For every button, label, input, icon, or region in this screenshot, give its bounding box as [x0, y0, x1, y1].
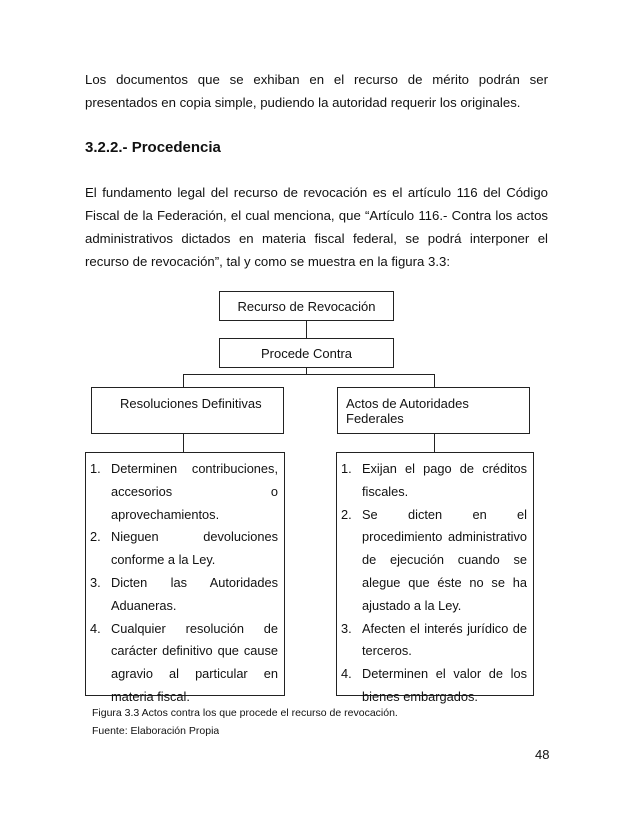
list-item-text: Afecten el interés jurídico de terceros. — [362, 620, 527, 659]
right-items-box — [336, 452, 534, 704]
list-item-number: 4. — [341, 666, 352, 682]
diagram-right-branch-label: Actos de Autoridades Federales — [346, 396, 469, 426]
diagram-middle-box — [219, 338, 394, 368]
list-item-text: Determinen contribuciones, accesorios o aprovechamientos. — [111, 461, 278, 522]
list-item-number: 3. — [90, 574, 101, 590]
list-item-number: 4. — [90, 620, 101, 636]
list-item-text: Determinen el valor de los bienes embargados. — [362, 666, 527, 704]
list-item-number: 1. — [90, 461, 101, 476]
intro-paragraph: Los documentos que se exhiban en el recurso de mérito podrán ser presentados en copia simple, pudiendo la autoridad requerir los originales. — [85, 72, 548, 110]
connector-horizontal — [183, 374, 435, 375]
list-item — [341, 663, 527, 709]
list-item-text: Se dicten en el procedimiento administrativo de ejecución cuando se alegue que éste no se ha ajustado a la Ley. — [362, 506, 527, 613]
list-item-text: Dicten las Autoridades Aduaneras. — [111, 574, 278, 613]
list-item — [90, 618, 278, 709]
list-item — [341, 618, 527, 664]
section-heading: 3.2.2.- Procedencia — [85, 139, 221, 156]
list-item-number: 2. — [90, 529, 101, 545]
list-item-number: 1. — [341, 461, 352, 476]
connector-to-right-branch — [434, 374, 435, 387]
diagram-left-branch-label: Resoluciones Definitivas — [120, 396, 262, 411]
connector-to-left-branch — [183, 374, 184, 387]
list-item — [90, 458, 278, 526]
figure-caption: Figura 3.3 Actos contra los que procede el recurso de revocación. — [92, 707, 398, 719]
figure-source: Fuente: Elaboración Propia — [92, 725, 220, 737]
list-item-number: 2. — [341, 506, 352, 522]
list-item — [341, 504, 527, 618]
page-number: 48 — [535, 747, 550, 762]
connector-root-to-middle — [306, 321, 307, 338]
diagram-right-branch-box — [337, 387, 530, 434]
diagram-middle-label: Procede Contra — [260, 345, 353, 361]
list-item-text: Exijan el pago de créditos fiscales. — [362, 461, 527, 499]
list-item — [341, 458, 527, 504]
list-item-number: 3. — [341, 620, 352, 636]
body-paragraph: El fundamento legal del recurso de revocación es el artículo 116 del Código Fiscal de la Federación, el cual menciona, que “Artículo 116.- Contra los actos administrativos dictados en materia fiscal federal, se podrá interponer el recurso de revocación”, tal y como se muestra en la figura 3.3: — [85, 185, 548, 269]
left-items-box — [85, 452, 285, 704]
diagram-root-box — [219, 291, 394, 321]
diagram-left-branch-box — [91, 387, 284, 434]
list-item — [90, 526, 278, 572]
diagram-root-label: Recurso de Revocación — [237, 298, 376, 314]
connector-left-to-list — [183, 434, 184, 452]
list-item — [90, 572, 278, 618]
list-item-text: Cualquier resolución de carácter definitivo que cause agravio al particular en materia fiscal. — [111, 620, 278, 704]
list-item-text: Nieguen devoluciones conforme a la Ley. — [111, 529, 278, 568]
connector-right-to-list — [434, 434, 435, 452]
